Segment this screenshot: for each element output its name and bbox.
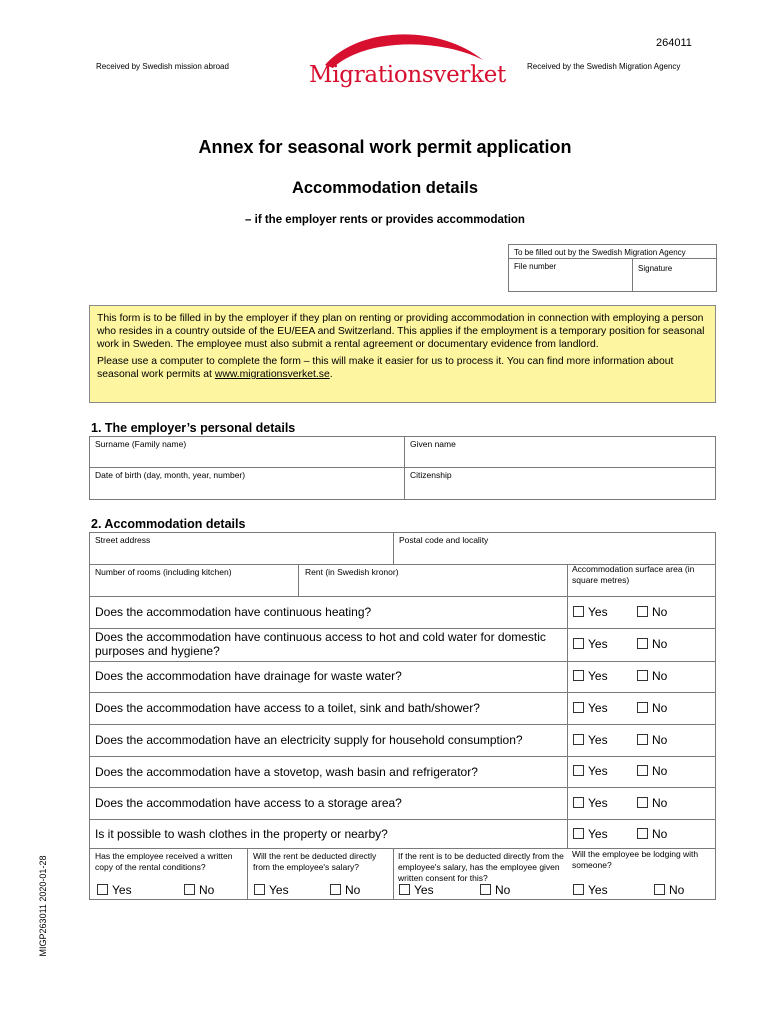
surname-field[interactable]: Surname (Family name): [95, 439, 187, 449]
heating-yes-checkbox[interactable]: [573, 605, 608, 619]
form-code: MIGP263011 2020-01-28: [38, 855, 48, 957]
info-box: [89, 305, 716, 403]
dob-field[interactable]: Date of birth (day, month, year, number): [95, 470, 246, 480]
electricity-yes-checkbox[interactable]: [573, 733, 608, 747]
question-heating: Does the accommodation have continuous heating?: [95, 605, 372, 619]
no-label: No: [652, 764, 668, 778]
yes-label: Yes: [588, 883, 608, 897]
citizenship-field[interactable]: Citizenship: [410, 470, 452, 480]
info-paragraph: This form is to be filled in by the employer if they plan on renting or providing accommodation in connection with employing a person who resides in a country outside of the EU/EEA and Switzerland. This applies if the employment is a temporary position for seasonal work in Sweden. The employee must also submit a rental agreement or documentary evidence from landlord.: [97, 313, 705, 350]
checkbox-icon: [480, 884, 491, 895]
toilet-yes-checkbox[interactable]: [573, 701, 608, 715]
form-number: 264011: [656, 37, 692, 49]
water-no-checkbox[interactable]: [637, 637, 667, 651]
storage-no-checkbox[interactable]: [637, 796, 667, 810]
street-address-field[interactable]: Street address: [95, 535, 151, 545]
checkbox-icon: [573, 638, 584, 649]
checkbox-icon: [573, 765, 584, 776]
stovetop-yes-checkbox[interactable]: [573, 764, 608, 778]
checkbox-icon: [637, 734, 648, 745]
yes-label: Yes: [588, 637, 608, 651]
water-yes-checkbox[interactable]: [573, 637, 608, 651]
yes-label: Yes: [588, 669, 608, 683]
yes-label: Yes: [588, 796, 608, 810]
checkbox-icon: [330, 884, 341, 895]
info-text: Please use a computer to complete the form – this will make it easier for us to process it. You can find more information about seasonal work permits at: [97, 356, 674, 380]
no-label: No: [652, 827, 668, 841]
question-drainage: Does the accommodation have drainage for waste water?: [95, 669, 402, 683]
question-storage: Does the accommodation have access to a storage area?: [95, 796, 402, 810]
received-agency-label: Received by the Swedish Migration Agency: [527, 62, 681, 71]
accommodation-table: [89, 532, 716, 900]
yes-label: Yes: [414, 883, 434, 897]
checkbox-icon: [637, 765, 648, 776]
office-use-heading: To be filled out by the Swedish Migration Agency: [514, 248, 686, 257]
info-text-end: .: [329, 369, 333, 380]
lodging-yes-checkbox[interactable]: [573, 883, 608, 897]
yes-label: Yes: [588, 827, 608, 841]
stovetop-no-checkbox[interactable]: [637, 764, 667, 778]
website-link[interactable]: www.migrationsverket.se: [214, 369, 330, 380]
checkbox-icon: [254, 884, 265, 895]
yes-label: Yes: [588, 701, 608, 715]
page-condition: – if the employer rents or provides accommodation: [245, 214, 525, 226]
checkbox-icon: [573, 734, 584, 745]
rent-deducted-no-checkbox[interactable]: [330, 883, 360, 897]
no-label: No: [495, 883, 511, 897]
given-name-field[interactable]: Given name: [410, 439, 456, 449]
no-label: No: [669, 883, 685, 897]
checkbox-icon: [637, 606, 648, 617]
checkbox-icon: [97, 884, 108, 895]
no-label: No: [652, 637, 668, 651]
migrationsverket-logo: [305, 30, 506, 100]
checkbox-icon: [637, 828, 648, 839]
no-label: No: [652, 796, 668, 810]
toilet-no-checkbox[interactable]: [637, 701, 667, 715]
question-stovetop: Does the accommodation have a stovetop, wash basin and refrigerator?: [95, 765, 478, 779]
checkbox-icon: [573, 797, 584, 808]
rent-field[interactable]: Rent (in Swedish kronor): [305, 567, 399, 577]
drainage-yes-checkbox[interactable]: [573, 669, 608, 683]
file-number-field[interactable]: File number: [514, 262, 557, 271]
question-water: Does the accommodation have continuous access to hot and cold water for domestic purposes and hygiene?: [95, 630, 546, 658]
heating-no-checkbox[interactable]: [637, 605, 667, 619]
page-subtitle: Accommodation details: [291, 179, 479, 197]
checkbox-icon: [637, 702, 648, 713]
question-lodging: Will the employee be lodging with someone?: [572, 849, 699, 870]
drainage-no-checkbox[interactable]: [637, 669, 667, 683]
signature-field[interactable]: Signature: [638, 264, 673, 273]
section-2-title: 2. Accommodation details: [91, 517, 246, 531]
checkbox-icon: [637, 797, 648, 808]
no-label: No: [652, 701, 668, 715]
question-toilet: Does the accommodation have access to a toilet, sink and bath/shower?: [95, 701, 480, 715]
surface-area-field[interactable]: Accommodation surface area (in square metres): [572, 564, 695, 585]
no-label: No: [652, 669, 668, 683]
consent-no-checkbox[interactable]: [480, 883, 510, 897]
rental-copy-yes-checkbox[interactable]: [97, 883, 132, 897]
question-laundry: Is it possible to wash clothes in the property or nearby?: [95, 827, 388, 841]
checkbox-icon: [573, 606, 584, 617]
consent-yes-checkbox[interactable]: [399, 883, 434, 897]
checkbox-icon: [573, 884, 584, 895]
question-rent-deducted: Will the rent be deducted directly from the employee's salary?: [253, 851, 377, 872]
yes-label: Yes: [588, 764, 608, 778]
no-label: No: [345, 883, 361, 897]
received-mission-label: Received by Swedish mission abroad: [96, 62, 229, 71]
section-1-title: 1. The employer’s personal details: [91, 421, 296, 435]
checkbox-icon: [637, 638, 648, 649]
logo-wordmark: Migrationsverket: [309, 62, 506, 88]
info-paragraph-2: [97, 355, 708, 381]
lodging-no-checkbox[interactable]: [654, 883, 684, 897]
postal-code-field[interactable]: Postal code and locality: [399, 535, 489, 545]
question-electricity: Does the accommodation have an electricity supply for household consumption?: [95, 733, 523, 747]
checkbox-icon: [637, 670, 648, 681]
rooms-field[interactable]: Number of rooms (including kitchen): [95, 567, 232, 577]
question-rental-copy: Has the employee received a written copy of the rental conditions?: [95, 851, 233, 872]
checkbox-icon: [399, 884, 410, 895]
yes-label: Yes: [112, 883, 132, 897]
storage-yes-checkbox[interactable]: [573, 796, 608, 810]
rental-copy-no-checkbox[interactable]: [184, 883, 214, 897]
checkbox-icon: [573, 670, 584, 681]
laundry-yes-checkbox[interactable]: [573, 827, 608, 841]
yes-label: Yes: [269, 883, 289, 897]
laundry-no-checkbox[interactable]: [637, 827, 667, 841]
page-title: Annex for seasonal work permit application: [198, 137, 572, 157]
checkbox-icon: [654, 884, 665, 895]
question-written-consent: If the rent is to be deducted directly from the employee's salary, has the employee given written consent for this?: [398, 851, 564, 883]
checkbox-icon: [573, 702, 584, 713]
no-label: No: [199, 883, 215, 897]
checkbox-icon: [184, 884, 195, 895]
rent-deducted-yes-checkbox[interactable]: [254, 883, 289, 897]
checkbox-icon: [573, 828, 584, 839]
no-label: No: [652, 733, 668, 747]
yes-label: Yes: [588, 605, 608, 619]
electricity-no-checkbox[interactable]: [637, 733, 667, 747]
yes-label: Yes: [588, 733, 608, 747]
no-label: No: [652, 605, 668, 619]
